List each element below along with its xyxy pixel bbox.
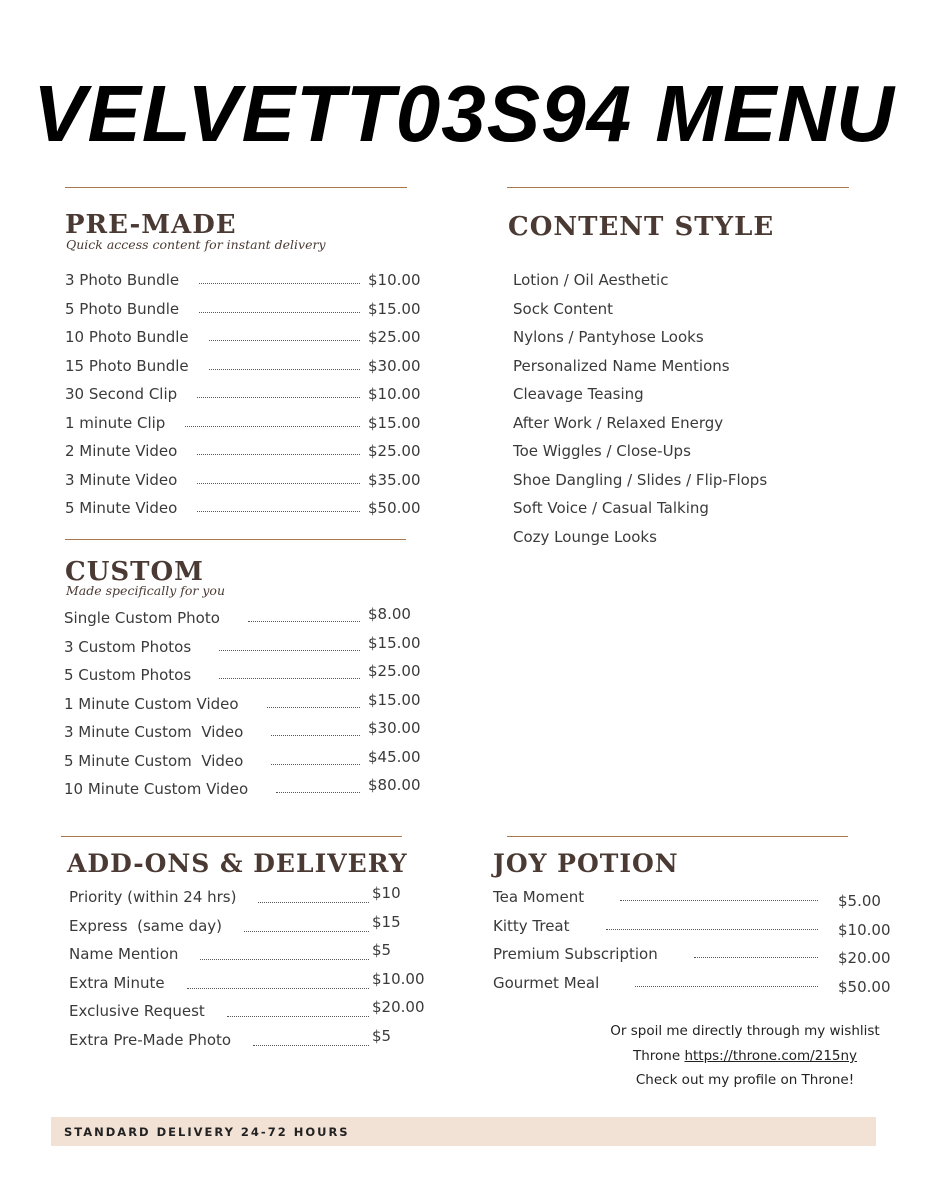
premade-item-name: 30 Second Clip — [65, 385, 178, 403]
premade-item-name: 5 Photo Bundle — [65, 299, 180, 318]
leader-dots — [185, 426, 360, 427]
custom-item-name: 3 Custom Photos — [64, 637, 192, 656]
leader-dots — [620, 900, 818, 901]
content-style-item: Lotion / Oil Aesthetic — [513, 271, 669, 289]
addons-item — [69, 1026, 429, 1059]
addons-item-price: $20.00 — [372, 998, 425, 1016]
joy_potion-item-price: $20.00 — [838, 949, 891, 967]
premade-item-name: 3 Photo Bundle — [65, 271, 180, 289]
leader-dots — [606, 929, 818, 930]
joy_potion-item-name: Kitty Treat — [493, 916, 570, 935]
content-style-item: Cleavage Teasing — [513, 385, 644, 403]
leader-dots — [227, 1016, 369, 1017]
premade-item-name: 2 Minute Video — [65, 442, 178, 460]
premade-item — [65, 357, 425, 385]
content-style-item: Nylons / Pantyhose Looks — [513, 328, 704, 346]
divider-joy-potion — [507, 836, 848, 837]
throne-line — [585, 1048, 905, 1064]
custom-item-name: Single Custom Photo — [64, 609, 220, 627]
divider-addons — [61, 836, 402, 837]
addons-item-price: $15 — [372, 912, 401, 931]
divider-premade — [65, 187, 407, 188]
premade-list — [65, 271, 425, 531]
leader-dots — [635, 986, 818, 987]
joy_potion-item — [493, 945, 893, 973]
content-style-heading: CONTENT STYLE — [508, 212, 775, 242]
joy-potion-list — [493, 888, 893, 1008]
leader-dots — [219, 650, 360, 651]
leader-dots — [200, 959, 369, 960]
custom-item-price: $15.00 — [368, 633, 421, 652]
leader-dots — [267, 707, 360, 708]
custom-item-price: $15.00 — [368, 690, 421, 709]
joy_potion-item-name: Premium Subscription — [493, 945, 658, 963]
addons-item-name: Exclusive Request — [69, 1002, 205, 1020]
addons-item-price: $10 — [372, 884, 401, 902]
standard-delivery-text: STANDARD DELIVERY 24-72 HOURS — [64, 1125, 350, 1139]
custom-item-name: 5 Custom Photos — [64, 666, 192, 684]
addons-item-name: Express (same day) — [69, 916, 223, 935]
standard-delivery-banner — [51, 1117, 876, 1146]
throne-profile-line: Check out my profile on Throne! — [635, 1072, 855, 1088]
joy_potion-item-name: Gourmet Meal — [493, 973, 600, 992]
addons-item-price: $5 — [372, 941, 392, 959]
leader-dots — [271, 764, 360, 765]
leader-dots — [209, 340, 360, 341]
custom-item-name: 3 Minute Custom Video — [64, 723, 244, 741]
premade-item-price: $10.00 — [368, 271, 421, 289]
premade-item-name: 15 Photo Bundle — [65, 356, 189, 375]
leader-dots — [276, 792, 360, 793]
page-title: VELVETT03S94 MENU — [33, 69, 895, 158]
divider-custom — [65, 539, 406, 540]
premade-heading: PRE-MADE — [65, 210, 237, 240]
leader-dots — [197, 397, 360, 398]
leader-dots — [197, 511, 360, 512]
joy_potion-item-price: $10.00 — [838, 920, 891, 939]
leader-dots — [199, 312, 360, 313]
premade-item-name: 5 Minute Video — [65, 499, 178, 517]
leader-dots — [694, 957, 818, 958]
content-style-list — [513, 271, 853, 561]
custom-heading: CUSTOM — [65, 557, 204, 587]
premade-item-price: $30.00 — [368, 356, 421, 375]
premade-item-price: $25.00 — [368, 442, 421, 460]
content-style-item: Personalized Name Mentions — [513, 356, 730, 375]
content-style-item: Soft Voice / Casual Talking — [513, 499, 709, 517]
addons-item-price: $5 — [372, 1026, 392, 1045]
leader-dots — [253, 1045, 369, 1046]
premade-item — [65, 271, 425, 299]
leader-dots — [199, 283, 360, 284]
premade-item-price: $25.00 — [368, 328, 421, 346]
addons-item-price: $10.00 — [372, 969, 425, 988]
premade-item-name: 3 Minute Video — [65, 470, 178, 489]
throne-link[interactable]: https://throne.com/215ny — [684, 1048, 858, 1064]
custom-item-name: 1 Minute Custom Video — [64, 694, 239, 713]
leader-dots — [248, 621, 360, 622]
leader-dots — [258, 902, 369, 903]
leader-dots — [219, 678, 360, 679]
custom-item-name: 10 Minute Custom Video — [64, 780, 249, 798]
joy_potion-item — [493, 917, 893, 945]
custom-item-price: $80.00 — [368, 776, 421, 794]
custom-item-price: $25.00 — [368, 662, 421, 680]
custom-item-name: 5 Minute Custom Video — [64, 751, 244, 770]
wishlist-line: Or spoil me directly through my wishlist — [610, 1023, 880, 1039]
premade-item-price: $10.00 — [368, 385, 421, 403]
joy_potion-item — [493, 974, 893, 1002]
joy-potion-heading: JOY POTION — [493, 849, 679, 878]
addons-item-name: Extra Pre-Made Photo — [69, 1030, 232, 1049]
content-style-item: After Work / Relaxed Energy — [513, 413, 724, 432]
content-style-item: Cozy Lounge Looks — [513, 527, 657, 546]
divider-content-style — [507, 187, 849, 188]
premade-subtitle: Quick access content for instant delivery — [66, 237, 326, 252]
premade-item-name: 10 Photo Bundle — [65, 328, 189, 346]
custom-subtitle: Made specifically for you — [66, 583, 225, 598]
custom-item-price: $45.00 — [368, 747, 421, 766]
joy_potion-item-price: $5.00 — [838, 892, 881, 910]
premade-item — [65, 385, 425, 413]
custom-item-price: $8.00 — [368, 605, 411, 623]
addons-item-name: Priority (within 24 hrs) — [69, 888, 237, 906]
leader-dots — [271, 735, 360, 736]
premade-item — [65, 328, 425, 356]
addons-item-name: Name Mention — [69, 945, 179, 963]
joy_potion-item-price: $50.00 — [838, 977, 891, 996]
premade-item-price: $15.00 — [368, 299, 421, 318]
addons-list — [69, 884, 429, 1063]
custom-item — [64, 776, 426, 808]
leader-dots — [244, 931, 369, 932]
premade-item — [65, 442, 425, 470]
leader-dots — [187, 988, 369, 989]
content-style-item: Sock Content — [513, 299, 614, 318]
custom-item-price: $30.00 — [368, 719, 421, 737]
content-style-item: Toe Wiggles / Close-Ups — [513, 442, 691, 460]
joy_potion-item — [493, 888, 893, 916]
leader-dots — [197, 483, 360, 484]
addons-item-name: Extra Minute — [69, 973, 165, 992]
joy_potion-item-name: Tea Moment — [493, 888, 585, 906]
premade-item — [65, 300, 425, 328]
leader-dots — [197, 454, 360, 455]
premade-item — [65, 471, 425, 499]
premade-item-price: $35.00 — [368, 470, 421, 489]
premade-item-price: $50.00 — [368, 499, 421, 517]
leader-dots — [209, 369, 360, 370]
premade-item — [65, 414, 425, 442]
premade-item-name: 1 minute Clip — [65, 413, 166, 432]
premade-item-price: $15.00 — [368, 413, 421, 432]
throne-label: Throne — [632, 1048, 681, 1064]
addons-heading: ADD-ONS & DELIVERY — [67, 849, 408, 878]
premade-item — [65, 499, 425, 527]
content-style-item: Shoe Dangling / Slides / Flip-Flops — [513, 470, 768, 489]
custom-list — [64, 605, 426, 809]
